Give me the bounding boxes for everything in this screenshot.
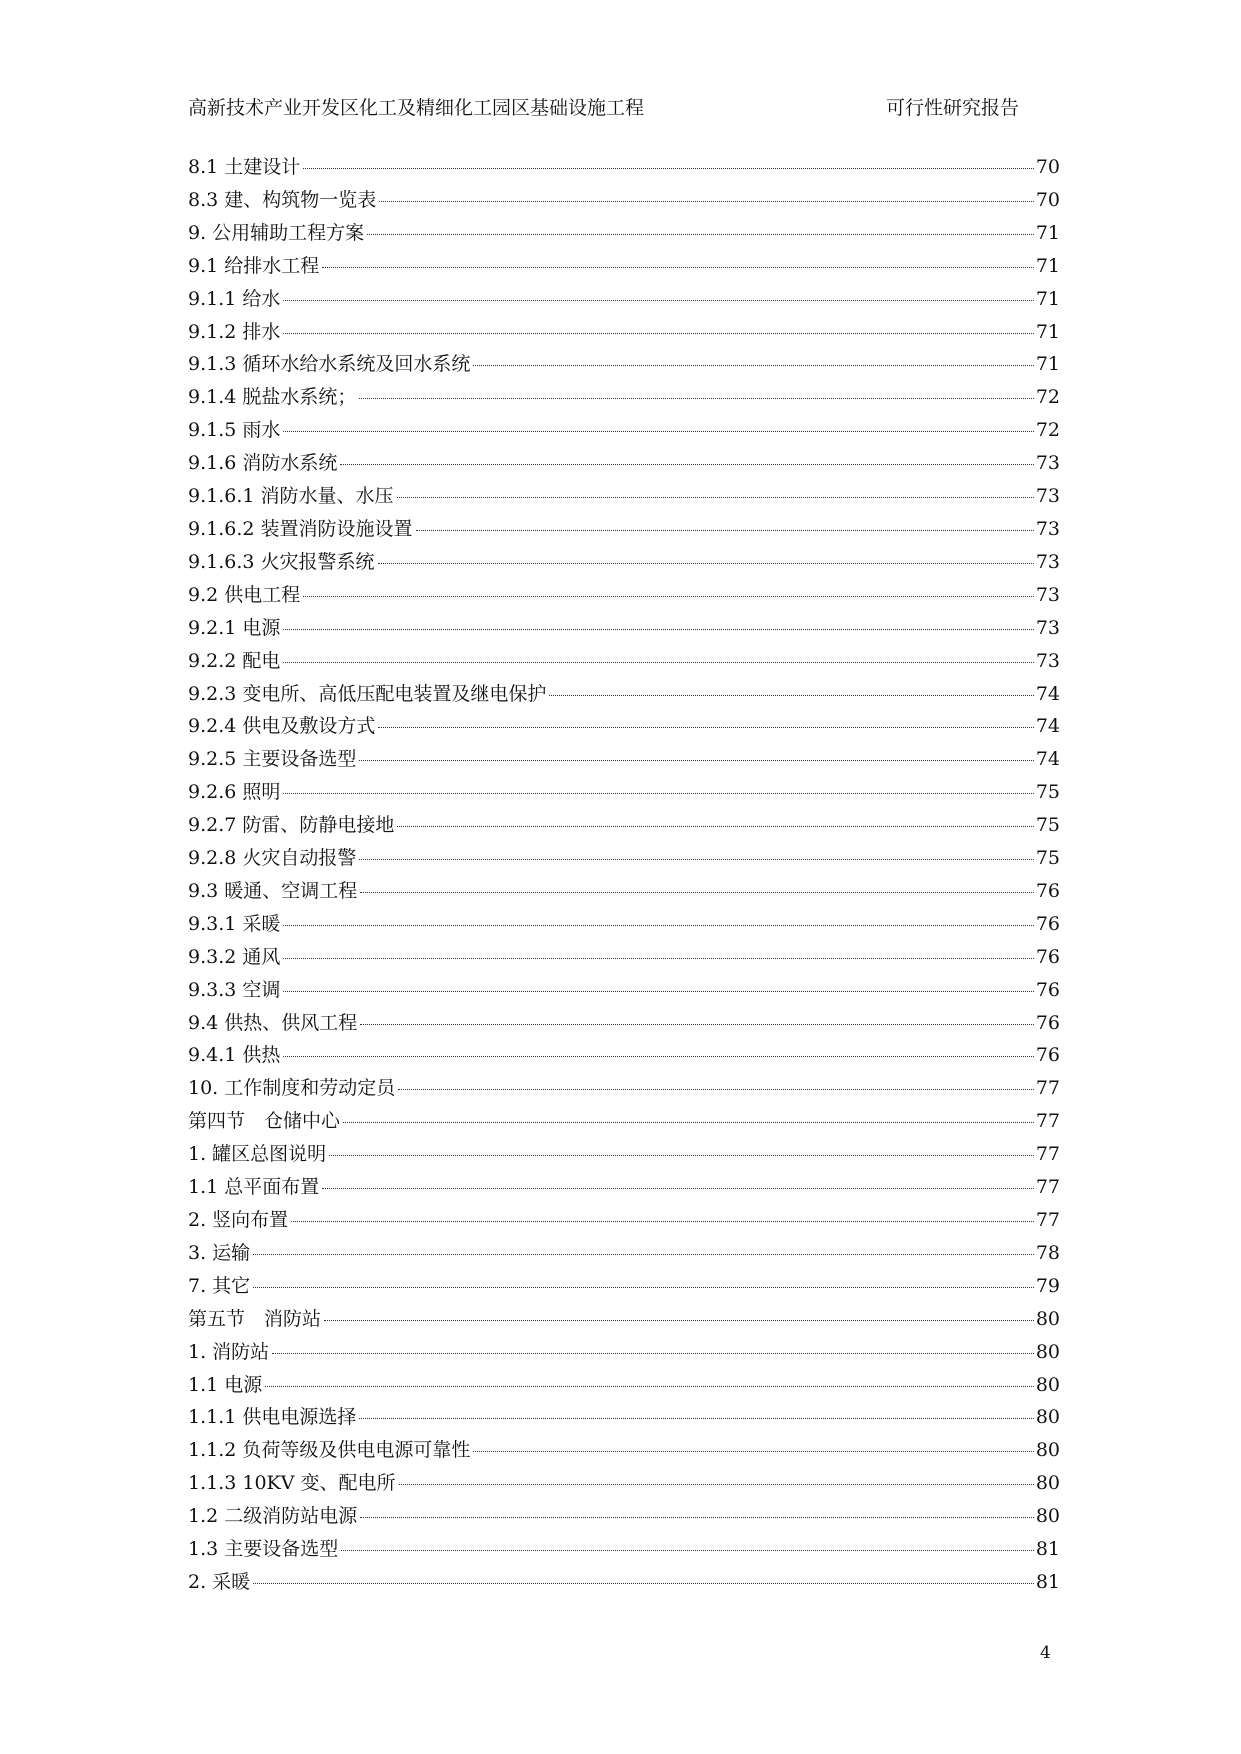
toc-entry-label: 1.2 二级消防站电源 — [188, 1505, 358, 1528]
toc-entry[interactable] — [188, 283, 1060, 316]
dot-leader — [399, 1483, 1034, 1485]
dot-leader — [379, 200, 1034, 202]
toc-entry[interactable] — [188, 1204, 1060, 1237]
toc-entry-label: 9.1.6.2 装置消防设施设置 — [188, 517, 413, 540]
dot-leader — [360, 1023, 1034, 1025]
dot-leader — [473, 364, 1033, 366]
toc-entry[interactable] — [188, 809, 1060, 842]
toc-entry-page: 80 — [1035, 1472, 1060, 1495]
toc-entry[interactable] — [188, 1303, 1060, 1336]
toc-entry[interactable] — [188, 678, 1060, 711]
dot-leader — [341, 1549, 1034, 1551]
toc-entry[interactable] — [188, 974, 1060, 1007]
toc-entry-label: 1. 罐区总图说明 — [188, 1143, 327, 1166]
dot-leader — [416, 529, 1034, 531]
dot-leader — [329, 1154, 1034, 1156]
toc-entry[interactable] — [188, 480, 1060, 513]
toc-entry-label: 3. 运输 — [188, 1241, 251, 1264]
dot-leader — [253, 1253, 1034, 1255]
dot-leader — [359, 1417, 1033, 1419]
toc-entry[interactable] — [188, 1401, 1060, 1434]
dot-leader — [253, 1286, 1034, 1288]
dot-leader — [283, 924, 1033, 926]
dot-leader — [322, 1187, 1034, 1189]
toc-entry-page: 79 — [1035, 1274, 1060, 1297]
toc-entry-page: 72 — [1035, 419, 1060, 442]
dot-leader — [253, 1582, 1034, 1584]
toc-entry[interactable] — [188, 1467, 1060, 1500]
toc-entry-label: 9.1.5 雨水 — [188, 419, 281, 442]
dot-leader — [283, 332, 1033, 334]
toc-entry-label: 9.2.3 变电所、高低压配电装置及继电保护 — [188, 682, 547, 705]
toc-entry-label: 7. 其它 — [188, 1274, 251, 1297]
dot-leader — [398, 1088, 1034, 1090]
dot-leader — [359, 858, 1033, 860]
toc-entry[interactable] — [188, 1566, 1060, 1599]
toc-entry-label: 8.3 建、构筑物一览表 — [188, 188, 377, 211]
toc-entry[interactable] — [188, 513, 1060, 546]
toc-entry-label: 9.4 供热、供风工程 — [188, 1011, 358, 1034]
toc-entry[interactable] — [188, 875, 1060, 908]
toc-entry-page: 70 — [1035, 156, 1060, 178]
toc-entry-page: 77 — [1035, 1209, 1060, 1231]
toc-entry-page: 78 — [1035, 1241, 1060, 1264]
toc-entry-page: 77 — [1035, 1110, 1060, 1133]
dot-leader — [343, 1121, 1034, 1123]
toc-entry[interactable] — [188, 348, 1060, 381]
toc-entry-page: 75 — [1035, 814, 1060, 837]
toc-entry-label: 2. 竖向布置 — [188, 1209, 289, 1231]
dot-leader — [378, 726, 1033, 728]
toc-entry-label: 9. 公用辅助工程方案 — [188, 221, 365, 244]
toc-entry-page: 75 — [1035, 781, 1060, 804]
toc-entry-page: 70 — [1035, 188, 1060, 211]
toc-entry-label: 1.1 总平面布置 — [188, 1176, 320, 1199]
toc-entry[interactable] — [188, 743, 1060, 776]
toc-entry[interactable] — [188, 645, 1060, 678]
toc-entry-label: 9.3.2 通风 — [188, 945, 281, 968]
toc-entry-label: 9.3 暖通、空调工程 — [188, 879, 358, 902]
toc-entry-page: 80 — [1035, 1340, 1060, 1363]
toc-entry-page: 81 — [1035, 1538, 1060, 1561]
toc-entry-page: 71 — [1035, 254, 1060, 277]
toc-entry-page: 73 — [1035, 616, 1060, 639]
dot-leader — [283, 628, 1033, 630]
toc-entry-label: 9.1.4 脱盐水系统； — [188, 386, 357, 409]
dot-leader — [303, 595, 1034, 597]
toc-entry-label: 9.4.1 供热 — [188, 1044, 281, 1067]
toc-entry[interactable] — [188, 217, 1060, 250]
dot-leader — [359, 397, 1033, 399]
toc-entry-page: 73 — [1035, 649, 1060, 672]
dot-leader — [397, 825, 1033, 827]
toc-entry-label: 9.2.6 照明 — [188, 781, 281, 804]
page-header — [188, 92, 1020, 124]
toc-entry-page: 80 — [1035, 1307, 1060, 1330]
dot-leader — [360, 1516, 1034, 1518]
toc-entry-page: 74 — [1035, 682, 1060, 705]
toc-entry-label: 9.2.7 防雷、防静电接地 — [188, 814, 395, 837]
toc-entry-label: 9.2.4 供电及敷设方式 — [188, 715, 376, 738]
toc-entry[interactable] — [188, 1434, 1060, 1467]
dot-leader — [283, 957, 1033, 959]
dot-leader — [283, 299, 1033, 301]
toc-entry-page: 77 — [1035, 1143, 1060, 1166]
toc-entry[interactable] — [188, 414, 1060, 447]
dot-leader — [265, 1385, 1034, 1387]
toc-entry-page: 71 — [1035, 221, 1060, 244]
toc-entry-page: 71 — [1035, 320, 1060, 343]
toc-entry-page: 76 — [1035, 945, 1060, 968]
toc-entry[interactable] — [188, 250, 1060, 283]
toc-entry-label: 第四节 仓储中心 — [188, 1110, 341, 1133]
toc-entry[interactable] — [188, 941, 1060, 974]
toc-entry-label: 1.1.3 10KV 变、配电所 — [188, 1472, 396, 1495]
toc-entry-label: 9.3.1 采暖 — [188, 912, 281, 935]
toc-entry[interactable] — [188, 1270, 1060, 1303]
dot-leader — [473, 1450, 1033, 1452]
toc-entry-page: 73 — [1035, 485, 1060, 508]
toc-entry-page: 77 — [1035, 1176, 1060, 1199]
dot-leader — [397, 496, 1034, 498]
dot-leader — [549, 694, 1033, 696]
header-report-type: 可行性研究报告 — [886, 97, 1020, 119]
toc-entry[interactable] — [188, 447, 1060, 480]
dot-leader — [303, 167, 1034, 169]
toc-entry-label: 9.1.6 消防水系统 — [188, 452, 338, 475]
toc-entry-page: 80 — [1035, 1439, 1060, 1462]
toc-entry-page: 74 — [1035, 715, 1060, 738]
toc-entry-label: 9.3.3 空调 — [188, 978, 281, 1001]
dot-leader — [291, 1220, 1034, 1222]
dot-leader — [324, 1319, 1034, 1321]
toc-entry[interactable] — [188, 1039, 1060, 1072]
toc-entry-label: 1.1.1 供电电源选择 — [188, 1406, 357, 1429]
toc-entry-page: 71 — [1035, 287, 1060, 310]
toc-entry-page: 74 — [1035, 748, 1060, 771]
toc-entry[interactable] — [188, 1533, 1060, 1566]
toc-entry-label: 1.1.2 负荷等级及供电电源可靠性 — [188, 1439, 471, 1462]
toc-entry-label: 1. 消防站 — [188, 1340, 270, 1363]
toc-entry[interactable] — [188, 1138, 1060, 1171]
toc-entry-label: 9.1.1 给水 — [188, 287, 281, 310]
toc-entry-label: 9.1.6.3 火灾报警系统 — [188, 550, 375, 573]
dot-leader — [378, 562, 1034, 564]
toc-entry-label: 9.1.2 排水 — [188, 320, 281, 343]
toc-entry-label: 1.1 电源 — [188, 1373, 263, 1396]
toc-entry-page: 71 — [1035, 353, 1060, 376]
toc-entry-page: 80 — [1035, 1505, 1060, 1528]
toc-entry-page: 77 — [1035, 1077, 1060, 1100]
toc-entry[interactable] — [188, 316, 1060, 349]
dot-leader — [283, 990, 1033, 992]
toc-entry-page: 72 — [1035, 386, 1060, 409]
dot-leader — [360, 891, 1034, 893]
table-of-contents — [188, 151, 1060, 1599]
toc-entry-page: 76 — [1035, 978, 1060, 1001]
header-project-title: 高新技术产业开发区化工及精细化工园区基础设施工程 — [188, 97, 645, 119]
dot-leader — [283, 430, 1033, 432]
toc-entry-label: 9.2.8 火灾自动报警 — [188, 847, 357, 870]
toc-entry-label: 9.1.6.1 消防水量、水压 — [188, 485, 394, 508]
toc-entry[interactable] — [188, 1072, 1060, 1105]
toc-entry-page: 76 — [1035, 1044, 1060, 1067]
toc-entry[interactable] — [188, 612, 1060, 645]
toc-entry[interactable] — [188, 381, 1060, 414]
toc-entry[interactable] — [188, 151, 1060, 184]
toc-entry[interactable] — [188, 1105, 1060, 1138]
toc-entry-label: 9.2.2 配电 — [188, 649, 281, 672]
toc-entry[interactable] — [188, 1369, 1060, 1402]
dot-leader — [283, 792, 1033, 794]
toc-entry-page: 80 — [1035, 1373, 1060, 1396]
toc-entry-label: 9.2 供电工程 — [188, 583, 301, 606]
toc-entry-label: 2. 采暖 — [188, 1570, 251, 1593]
dot-leader — [367, 233, 1034, 235]
toc-entry-label: 8.1 土建设计 — [188, 156, 301, 178]
dot-leader — [272, 1352, 1034, 1354]
toc-entry[interactable] — [188, 710, 1060, 743]
dot-leader — [283, 1055, 1033, 1057]
toc-entry[interactable] — [188, 1237, 1060, 1270]
toc-entry[interactable] — [188, 184, 1060, 217]
toc-entry[interactable] — [188, 842, 1060, 875]
toc-entry-page: 73 — [1035, 550, 1060, 573]
toc-entry-label: 9.2.5 主要设备选型 — [188, 748, 357, 771]
toc-entry-page: 76 — [1035, 879, 1060, 902]
dot-leader — [283, 661, 1033, 663]
toc-entry-page: 73 — [1035, 452, 1060, 475]
dot-leader — [359, 759, 1033, 761]
toc-entry-label: 9.2.1 电源 — [188, 616, 281, 639]
toc-entry[interactable] — [188, 1171, 1060, 1204]
toc-entry-label: 10. 工作制度和劳动定员 — [188, 1077, 396, 1100]
toc-entry-label: 9.1.3 循环水给水系统及回水系统 — [188, 353, 471, 376]
toc-entry-page: 80 — [1035, 1406, 1060, 1429]
toc-entry-page: 73 — [1035, 517, 1060, 540]
toc-entry-label: 1.3 主要设备选型 — [188, 1538, 339, 1561]
toc-entry-label: 9.1 给排水工程 — [188, 254, 320, 277]
toc-entry-page: 81 — [1035, 1570, 1060, 1593]
toc-entry[interactable] — [188, 546, 1060, 579]
toc-entry[interactable] — [188, 908, 1060, 941]
toc-entry[interactable] — [188, 1336, 1060, 1369]
toc-entry-page: 76 — [1035, 1011, 1060, 1034]
page-number: 4 — [1040, 1643, 1051, 1663]
toc-entry[interactable] — [188, 579, 1060, 612]
toc-entry-page: 76 — [1035, 912, 1060, 935]
toc-entry[interactable] — [188, 776, 1060, 809]
toc-entry-page: 75 — [1035, 847, 1060, 870]
dot-leader — [340, 463, 1033, 465]
toc-entry[interactable] — [188, 1500, 1060, 1533]
dot-leader — [322, 266, 1034, 268]
toc-entry[interactable] — [188, 1007, 1060, 1040]
toc-entry-page: 73 — [1035, 583, 1060, 606]
toc-entry-label: 第五节 消防站 — [188, 1307, 322, 1330]
